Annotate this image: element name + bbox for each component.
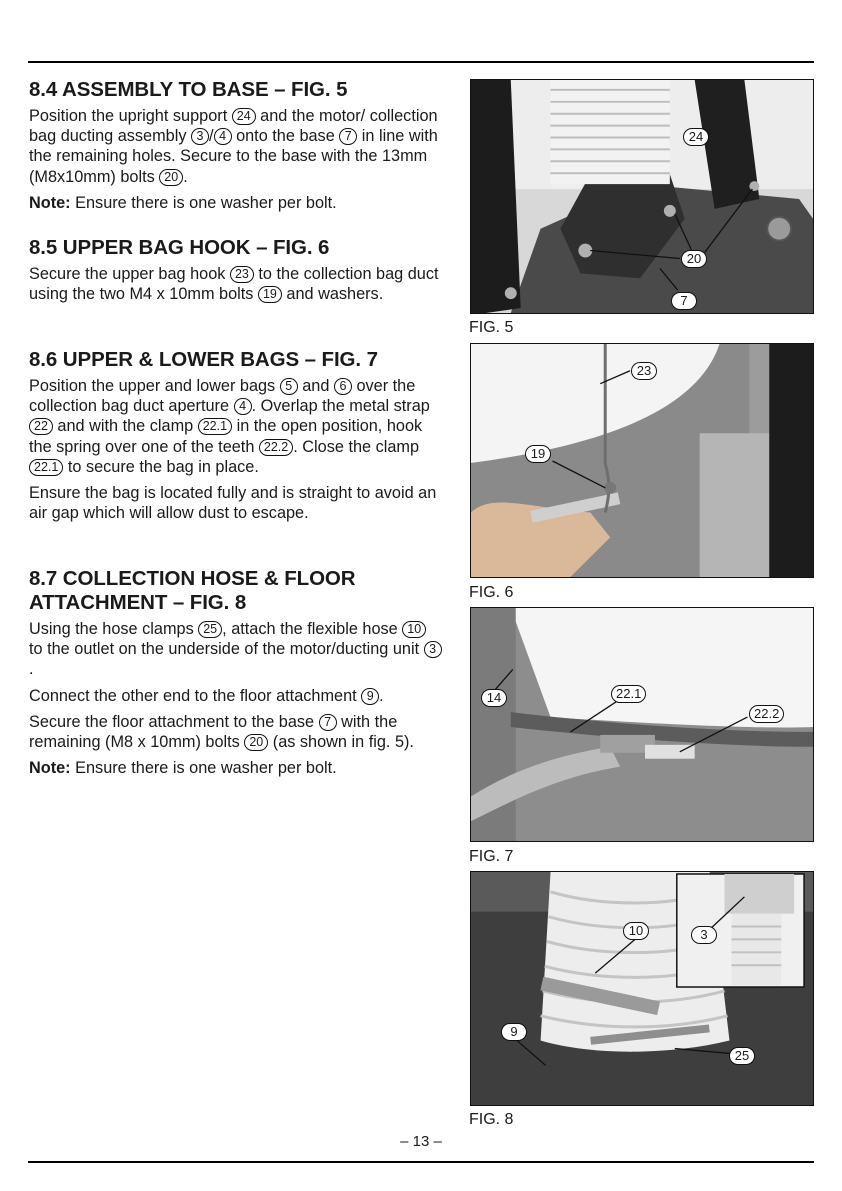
callout-ref: 20 [244, 734, 268, 751]
callout-ref: 5 [280, 378, 298, 395]
section-8-4 [29, 78, 444, 213]
figure-callout: 7 [671, 292, 697, 310]
section-paragraph: Secure the upper bag hook 23 to the collection bag duct using the two M4 x 10mm bolts 19 and washers. [29, 265, 439, 304]
section-8-7 [29, 567, 444, 778]
note-paragraph: Note: Ensure there is one washer per bolt. [29, 193, 337, 212]
section-paragraph: Position the upper and lower bags 5 and 6 over the collection bag duct aperture 4 . Overlap the metal strap 22 and with the clamp 22.1 in the open position, hook the spring over one of the teeth 22.2 . Close the clamp 22.1 to secure the bag in place. [29, 377, 430, 476]
callout-ref: 22.1 [198, 418, 232, 435]
section-heading: 8.6 UPPER & LOWER BAGS – FIG. 7 [29, 348, 378, 371]
figure-7-caption: FIG. 7 [469, 848, 514, 865]
figure-6-caption: FIG. 6 [469, 584, 514, 601]
callout-ref: 3 [191, 128, 209, 145]
figure-callout: 23 [631, 362, 657, 380]
figure-6-photo [470, 343, 814, 578]
callout-ref: 24 [232, 108, 256, 125]
section-paragraph: Ensure the bag is located fully and is straight to avoid an air gap which will allow dust to escape. [29, 484, 437, 523]
note-label: Note: [29, 759, 71, 778]
figure-7-photo [470, 607, 814, 842]
section-paragraph: Connect the other end to the floor attachment 9 . [29, 686, 384, 705]
figure-callout: 9 [501, 1023, 527, 1041]
figure-5-photo [470, 79, 814, 314]
figure-5-caption: FIG. 5 [469, 319, 514, 336]
section-heading: 8.5 UPPER BAG HOOK – FIG. 6 [29, 236, 330, 259]
figure-callout: 19 [525, 445, 551, 463]
callout-ref: 20 [159, 169, 183, 186]
callout-ref: 7 [319, 714, 337, 731]
callout-ref: 22.1 [29, 459, 63, 476]
figure-callout: 10 [623, 922, 649, 940]
figure-callout: 25 [729, 1047, 755, 1065]
section-8-5 [29, 236, 444, 304]
page-number: – 13 – [400, 1133, 442, 1150]
figure-8-photo [470, 871, 814, 1106]
callout-ref: 9 [361, 688, 379, 705]
figure-callout: 20 [681, 250, 707, 268]
figure-callout: 3 [691, 926, 717, 944]
note-label: Note: [29, 193, 71, 212]
note-paragraph: Note: Ensure there is one washer per bolt. [29, 759, 337, 778]
callout-ref: 3 [424, 641, 442, 658]
callout-ref: 22.2 [259, 439, 293, 456]
bottom-rule [28, 1161, 814, 1163]
section-paragraph: Position the upright support 24 and the motor/ collection bag ducting assembly 3 / 4 onto the base 7 in line with the remaining holes. Secure to the base with the 13mm (M8x10mm) bolts 20 . [29, 107, 438, 186]
figure-callout: 22.2 [749, 705, 784, 723]
callout-ref: 4 [214, 128, 232, 145]
figure-8-caption: FIG. 8 [469, 1111, 514, 1128]
figure-7-illustration [471, 608, 813, 841]
callout-ref: 4 [234, 398, 252, 415]
callout-ref: 10 [402, 621, 426, 638]
callout-ref: 6 [334, 378, 352, 395]
callout-ref: 22 [29, 418, 53, 435]
top-rule [28, 61, 814, 63]
callout-ref: 25 [198, 621, 222, 638]
section-8-6 [29, 348, 444, 523]
section-heading: 8.7 COLLECTION HOSE & FLOOR ATTACHMENT – FIG. 8 [29, 567, 356, 614]
figure-callout: 14 [481, 689, 507, 707]
section-paragraph: Using the hose clamps 25 , attach the flexible hose 10 to the outlet on the underside of the motor/ducting unit 3. [29, 619, 444, 680]
section-paragraph: Secure the floor attachment to the base 7 with the remaining (M8 x 10mm) bolts 20 (as shown in fig. 5). [29, 712, 414, 752]
figure-callout: 22.1 [611, 685, 646, 703]
figure-8-illustration [471, 872, 813, 1105]
callout-ref: 7 [339, 128, 357, 145]
section-heading: 8.4 ASSEMBLY TO BASE – FIG. 5 [29, 78, 348, 101]
callout-ref: 19 [258, 286, 282, 303]
figure-callout: 24 [683, 128, 709, 146]
callout-ref: 23 [230, 266, 254, 283]
figure-5-illustration [471, 80, 813, 313]
